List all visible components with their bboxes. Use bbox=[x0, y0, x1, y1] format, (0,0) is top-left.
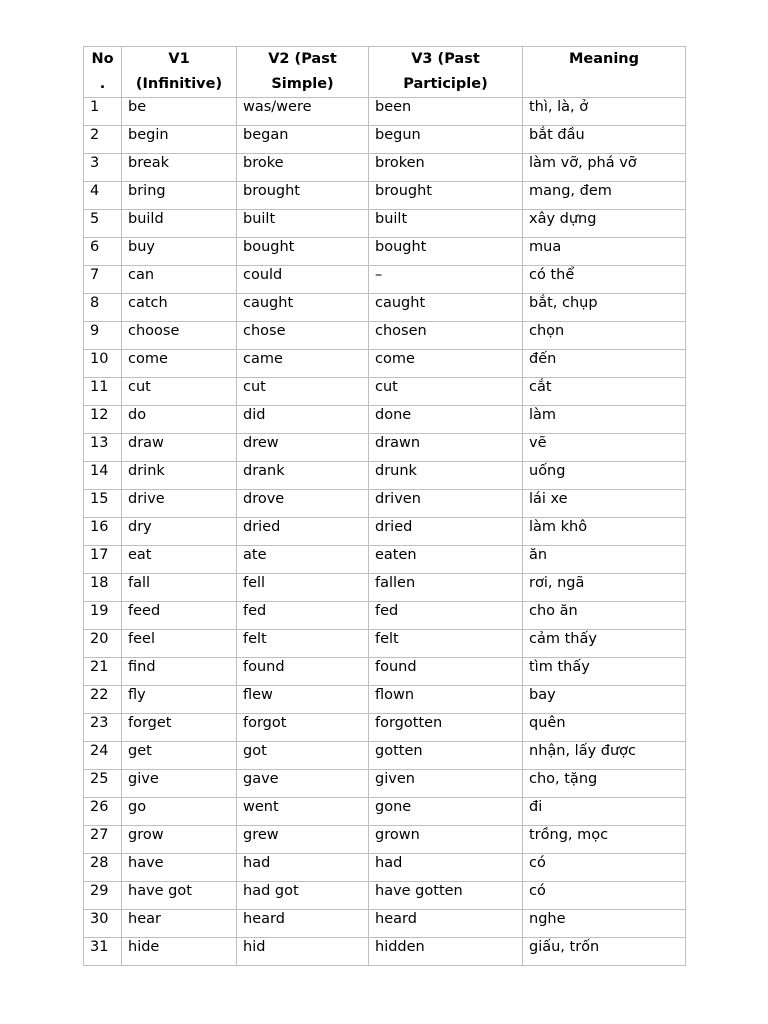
cell-no: 21 bbox=[84, 658, 122, 686]
cell-v2: dried bbox=[237, 518, 369, 546]
cell-v2: was/were bbox=[237, 98, 369, 126]
cell-meaning: thì, là, ở bbox=[523, 98, 686, 126]
cell-v1: get bbox=[122, 742, 237, 770]
header-v2 bbox=[237, 47, 369, 98]
table-row bbox=[84, 294, 686, 322]
cell-meaning: quên bbox=[523, 714, 686, 742]
cell-v2: flew bbox=[237, 686, 369, 714]
table-row bbox=[84, 462, 686, 490]
cell-no: 17 bbox=[84, 546, 122, 574]
cell-meaning: cho, tặng bbox=[523, 770, 686, 798]
cell-v2: chose bbox=[237, 322, 369, 350]
cell-v3: – bbox=[369, 266, 523, 294]
cell-v2: brought bbox=[237, 182, 369, 210]
cell-v1: drive bbox=[122, 490, 237, 518]
cell-v2: caught bbox=[237, 294, 369, 322]
cell-meaning: bắt, chụp bbox=[523, 294, 686, 322]
cell-v1: grow bbox=[122, 826, 237, 854]
cell-meaning: bay bbox=[523, 686, 686, 714]
cell-no: 22 bbox=[84, 686, 122, 714]
cell-meaning: đi bbox=[523, 798, 686, 826]
table-row bbox=[84, 434, 686, 462]
table-row bbox=[84, 854, 686, 882]
cell-v1: have bbox=[122, 854, 237, 882]
table-row bbox=[84, 770, 686, 798]
cell-no: 3 bbox=[84, 154, 122, 182]
cell-v2: fell bbox=[237, 574, 369, 602]
header-v1-line-1: V1 bbox=[168, 51, 190, 67]
cell-v3: eaten bbox=[369, 546, 523, 574]
cell-meaning: mang, đem bbox=[523, 182, 686, 210]
cell-no: 27 bbox=[84, 826, 122, 854]
header-no bbox=[84, 47, 122, 98]
cell-v2: cut bbox=[237, 378, 369, 406]
cell-meaning: lái xe bbox=[523, 490, 686, 518]
cell-v2: fed bbox=[237, 602, 369, 630]
cell-meaning: có thể bbox=[523, 266, 686, 294]
cell-v3: begun bbox=[369, 126, 523, 154]
table-row bbox=[84, 714, 686, 742]
cell-v3: built bbox=[369, 210, 523, 238]
cell-v1: fly bbox=[122, 686, 237, 714]
table-row bbox=[84, 266, 686, 294]
cell-v1: build bbox=[122, 210, 237, 238]
cell-meaning: có bbox=[523, 854, 686, 882]
cell-v2: came bbox=[237, 350, 369, 378]
cell-v3: broken bbox=[369, 154, 523, 182]
header-meaning bbox=[523, 47, 686, 98]
cell-v1: fall bbox=[122, 574, 237, 602]
cell-v3: caught bbox=[369, 294, 523, 322]
cell-v3: drawn bbox=[369, 434, 523, 462]
cell-v1: begin bbox=[122, 126, 237, 154]
cell-meaning: bắt đầu bbox=[523, 126, 686, 154]
cell-meaning: làm khô bbox=[523, 518, 686, 546]
table-row bbox=[84, 546, 686, 574]
cell-no: 23 bbox=[84, 714, 122, 742]
cell-v2: went bbox=[237, 798, 369, 826]
cell-no: 6 bbox=[84, 238, 122, 266]
cell-meaning: cảm thấy bbox=[523, 630, 686, 658]
cell-v3: felt bbox=[369, 630, 523, 658]
cell-v1: choose bbox=[122, 322, 237, 350]
cell-no: 9 bbox=[84, 322, 122, 350]
cell-no: 19 bbox=[84, 602, 122, 630]
cell-v3: dried bbox=[369, 518, 523, 546]
header-meaning-line-1: Meaning bbox=[568, 51, 640, 67]
table-row bbox=[84, 378, 686, 406]
table-row bbox=[84, 658, 686, 686]
cell-meaning: làm vỡ, phá vỡ bbox=[523, 154, 686, 182]
table-row bbox=[84, 126, 686, 154]
cell-no: 16 bbox=[84, 518, 122, 546]
table-row bbox=[84, 686, 686, 714]
cell-v1: hide bbox=[122, 938, 237, 966]
cell-v2: felt bbox=[237, 630, 369, 658]
cell-no: 24 bbox=[84, 742, 122, 770]
cell-v1: find bbox=[122, 658, 237, 686]
table-body bbox=[84, 98, 686, 966]
cell-v2: broke bbox=[237, 154, 369, 182]
table-row bbox=[84, 630, 686, 658]
cell-meaning: đến bbox=[523, 350, 686, 378]
cell-no: 13 bbox=[84, 434, 122, 462]
table-row bbox=[84, 350, 686, 378]
cell-v3: found bbox=[369, 658, 523, 686]
cell-v3: given bbox=[369, 770, 523, 798]
cell-v2: did bbox=[237, 406, 369, 434]
cell-v1: hear bbox=[122, 910, 237, 938]
cell-v3: come bbox=[369, 350, 523, 378]
cell-v1: give bbox=[122, 770, 237, 798]
cell-no: 30 bbox=[84, 910, 122, 938]
cell-no: 18 bbox=[84, 574, 122, 602]
cell-v2: gave bbox=[237, 770, 369, 798]
cell-v2: built bbox=[237, 210, 369, 238]
cell-v1: be bbox=[122, 98, 237, 126]
table-row bbox=[84, 742, 686, 770]
cell-v1: bring bbox=[122, 182, 237, 210]
cell-v1: catch bbox=[122, 294, 237, 322]
cell-v1: forget bbox=[122, 714, 237, 742]
cell-no: 26 bbox=[84, 798, 122, 826]
cell-v2: could bbox=[237, 266, 369, 294]
cell-no: 11 bbox=[84, 378, 122, 406]
cell-v2: drew bbox=[237, 434, 369, 462]
cell-v2: ate bbox=[237, 546, 369, 574]
cell-v2: bought bbox=[237, 238, 369, 266]
table-row bbox=[84, 602, 686, 630]
cell-v2: forgot bbox=[237, 714, 369, 742]
cell-v2: began bbox=[237, 126, 369, 154]
cell-v3: forgotten bbox=[369, 714, 523, 742]
cell-v1: go bbox=[122, 798, 237, 826]
cell-v2: hid bbox=[237, 938, 369, 966]
header-no-line-2: . bbox=[99, 76, 106, 92]
table-row bbox=[84, 406, 686, 434]
cell-no: 25 bbox=[84, 770, 122, 798]
cell-v1: dry bbox=[122, 518, 237, 546]
cell-v2: heard bbox=[237, 910, 369, 938]
table-row bbox=[84, 826, 686, 854]
cell-v3: chosen bbox=[369, 322, 523, 350]
cell-v3: hidden bbox=[369, 938, 523, 966]
table-row bbox=[84, 574, 686, 602]
cell-v3: gotten bbox=[369, 742, 523, 770]
cell-v1: draw bbox=[122, 434, 237, 462]
cell-meaning: vẽ bbox=[523, 434, 686, 462]
cell-no: 20 bbox=[84, 630, 122, 658]
cell-v2: had bbox=[237, 854, 369, 882]
cell-meaning: mua bbox=[523, 238, 686, 266]
cell-meaning: cho ăn bbox=[523, 602, 686, 630]
table-row bbox=[84, 322, 686, 350]
header-v3-line-2: Participle) bbox=[403, 76, 488, 92]
header-v2-line-2: Simple) bbox=[271, 76, 334, 92]
table-row bbox=[84, 910, 686, 938]
table-row bbox=[84, 182, 686, 210]
table-row bbox=[84, 882, 686, 910]
cell-meaning: nghe bbox=[523, 910, 686, 938]
cell-no: 7 bbox=[84, 266, 122, 294]
cell-v3: done bbox=[369, 406, 523, 434]
cell-no: 31 bbox=[84, 938, 122, 966]
cell-v1: feel bbox=[122, 630, 237, 658]
cell-v3: fallen bbox=[369, 574, 523, 602]
table-row bbox=[84, 798, 686, 826]
cell-meaning: giấu, trốn bbox=[523, 938, 686, 966]
cell-v3: flown bbox=[369, 686, 523, 714]
cell-v2: found bbox=[237, 658, 369, 686]
cell-v2: had got bbox=[237, 882, 369, 910]
cell-meaning: ăn bbox=[523, 546, 686, 574]
cell-v3: cut bbox=[369, 378, 523, 406]
header-no-line-1: No bbox=[91, 51, 114, 67]
cell-no: 1 bbox=[84, 98, 122, 126]
cell-v1: drink bbox=[122, 462, 237, 490]
cell-no: 14 bbox=[84, 462, 122, 490]
cell-meaning: xây dựng bbox=[523, 210, 686, 238]
cell-v1: do bbox=[122, 406, 237, 434]
header-v2-line-1: V2 (Past bbox=[268, 51, 337, 67]
header-v1-line-2: (Infinitive) bbox=[135, 76, 223, 92]
cell-v3: grown bbox=[369, 826, 523, 854]
cell-v1: have got bbox=[122, 882, 237, 910]
table-row bbox=[84, 518, 686, 546]
cell-no: 28 bbox=[84, 854, 122, 882]
document-page bbox=[83, 46, 685, 966]
cell-v2: grew bbox=[237, 826, 369, 854]
cell-v1: cut bbox=[122, 378, 237, 406]
cell-no: 5 bbox=[84, 210, 122, 238]
cell-v1: can bbox=[122, 266, 237, 294]
cell-v3: heard bbox=[369, 910, 523, 938]
cell-v3: had bbox=[369, 854, 523, 882]
cell-meaning: rơi, ngã bbox=[523, 574, 686, 602]
cell-v2: got bbox=[237, 742, 369, 770]
cell-meaning: tìm thấy bbox=[523, 658, 686, 686]
table-row bbox=[84, 938, 686, 966]
cell-meaning: làm bbox=[523, 406, 686, 434]
cell-v1: break bbox=[122, 154, 237, 182]
cell-v3: been bbox=[369, 98, 523, 126]
irregular-verbs-table bbox=[83, 46, 686, 966]
cell-no: 29 bbox=[84, 882, 122, 910]
cell-no: 8 bbox=[84, 294, 122, 322]
table-row bbox=[84, 154, 686, 182]
cell-v2: drank bbox=[237, 462, 369, 490]
header-v3 bbox=[369, 47, 523, 98]
header-v1 bbox=[122, 47, 237, 98]
cell-no: 12 bbox=[84, 406, 122, 434]
table-header bbox=[84, 47, 686, 98]
table-row bbox=[84, 210, 686, 238]
cell-v3: have gotten bbox=[369, 882, 523, 910]
cell-meaning: cắt bbox=[523, 378, 686, 406]
cell-v3: driven bbox=[369, 490, 523, 518]
cell-meaning: có bbox=[523, 882, 686, 910]
cell-v1: feed bbox=[122, 602, 237, 630]
cell-v1: eat bbox=[122, 546, 237, 574]
cell-v2: drove bbox=[237, 490, 369, 518]
cell-v3: brought bbox=[369, 182, 523, 210]
cell-meaning: chọn bbox=[523, 322, 686, 350]
cell-v3: drunk bbox=[369, 462, 523, 490]
header-v3-line-1: V3 (Past bbox=[411, 51, 480, 67]
cell-no: 10 bbox=[84, 350, 122, 378]
cell-no: 15 bbox=[84, 490, 122, 518]
cell-no: 4 bbox=[84, 182, 122, 210]
cell-v3: fed bbox=[369, 602, 523, 630]
cell-no: 2 bbox=[84, 126, 122, 154]
cell-meaning: trồng, mọc bbox=[523, 826, 686, 854]
cell-v3: gone bbox=[369, 798, 523, 826]
table-row bbox=[84, 238, 686, 266]
header-row bbox=[84, 47, 686, 98]
cell-v1: buy bbox=[122, 238, 237, 266]
cell-v3: bought bbox=[369, 238, 523, 266]
cell-meaning: uống bbox=[523, 462, 686, 490]
cell-v1: come bbox=[122, 350, 237, 378]
table-row bbox=[84, 98, 686, 126]
cell-meaning: nhận, lấy được bbox=[523, 742, 686, 770]
table-row bbox=[84, 490, 686, 518]
